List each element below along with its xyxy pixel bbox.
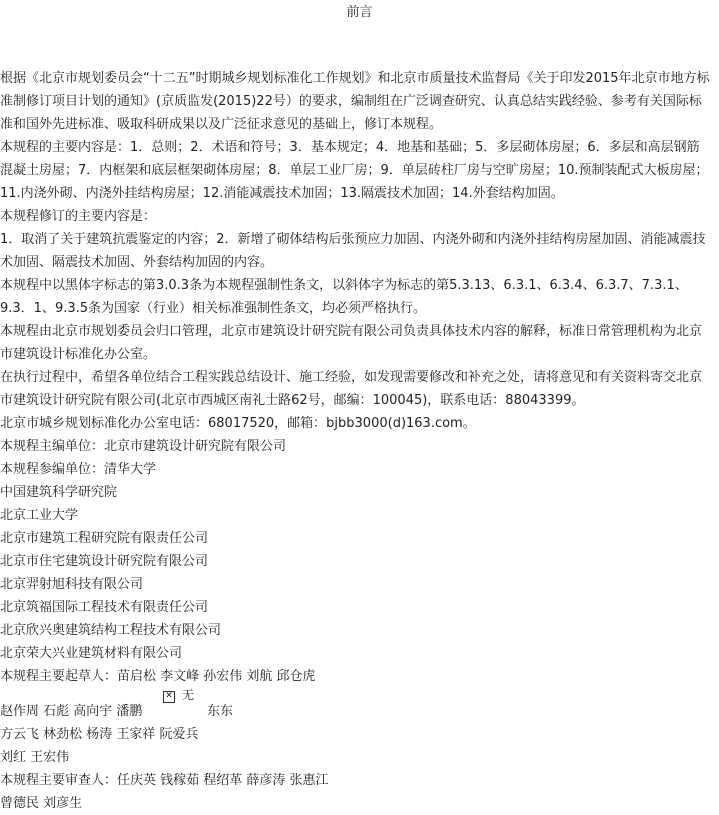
paragraph-basis: 根据《北京市规划委员会“十二五”时期城乡规划标准化工作规划》和北京市质量技术监督局《关于印发2015年北京市地方标准制修订项目计划的通知》(京质监发(2015)22号）的要求，编制组在广泛调查研究、认真总结实践经验、参考有关国际标准和国外先进标准、吸取科研成果以及广泛征求意见的基础上，修订本规程。 bbox=[0, 71, 710, 132]
paragraph-contact: 北京市城乡规划标准化办公室电话：68017520，邮箱：bjbb3000(d)163.com。 bbox=[0, 416, 476, 431]
chief-editor-unit: 本规程主编单位：北京市建筑设计研究院有限公司 bbox=[0, 439, 287, 454]
participating-unit: 中国建筑科学研究院 bbox=[0, 485, 118, 500]
participating-unit: 北京市住宅建筑设计研究院有限公司 bbox=[0, 554, 209, 569]
drafters-line: 本规程主要起草人：苗启松 李文峰 孙宏伟 刘航 邱仓虎 bbox=[0, 669, 316, 684]
participating-unit: 本规程参编单位：清华大学 bbox=[0, 462, 157, 477]
paragraph-feedback: 在执行过程中，希望各单位结合工程实践总结设计、施工经验，如发现需要修改和补充之处，请将意见和有关资料寄交北京市建筑设计研究院有限公司(北京市西城区南礼士路62号，邮编：100045)，联系电话：88043399。 bbox=[0, 370, 703, 408]
drafters-line-2 bbox=[0, 700, 142, 723]
paragraph-mandatory-clauses: 本规程中以黑体字标志的第3.0.3条为本规程强制性条文，以斜体字为标志的第5.3.13、6.3.1、6.3.4、6.3.7、7.3.1、9.3．1、9.3.5条为国家（行业）相关标准强制性条文，均必须严格执行。 bbox=[0, 278, 688, 316]
reviewers-line-2: 曾德民 刘彦生 bbox=[0, 796, 83, 811]
none-label: 无 bbox=[182, 688, 195, 702]
participating-unit: 北京荣大兴业建筑材料有限公司 bbox=[0, 646, 183, 661]
paragraph-revision-heading: 本规程修订的主要内容是： bbox=[0, 209, 157, 224]
paragraph-revision-content: 1．取消了关于建筑抗震鉴定的内容；2．新增了砌体结构后张预应力加固、内浇外砌和内浇外挂结构房屋加固、消能减震技术加固、隔震技术加固、外套结构加固的内容。 bbox=[0, 232, 706, 270]
box-x-icon: ✕ bbox=[163, 691, 175, 703]
participating-unit: 北京筑福国际工程技术有限责任公司 bbox=[0, 600, 209, 615]
page-title: 前言 bbox=[346, 5, 373, 20]
document-body bbox=[0, 67, 712, 688]
paragraph-management: 本规程由北京市规划委员会归口管理，北京市建筑设计研究院有限公司负责具体技术内容的解释，标准日常管理机构为北京市建筑设计标准化办公室。 bbox=[0, 324, 703, 362]
drafters-line-2-tail: 东东 bbox=[207, 704, 234, 719]
drafters-line-4: 刘红 王宏伟 bbox=[0, 750, 70, 765]
participating-unit: 北京市建筑工程研究院有限责任公司 bbox=[0, 531, 209, 546]
participating-unit: 北京欣兴奥建筑结构工程技术有限公司 bbox=[0, 623, 222, 638]
reviewers-line: 本规程主要审查人：任庆英 钱稼茹 程绍革 薛彦涛 张惠江 bbox=[0, 773, 329, 788]
paragraph-main-content: 本规程的主要内容是：1．总则；2．术语和符号；3．基本规定；4．地基和基础；5．多层砌体房屋；6．多层和高层钢筋混凝土房屋；7．内框架和底层框架砌体房屋；8．单层工业厂房；9．单层砖柱厂房与空旷房屋；10.预制装配式大板房屋；11.内浇外砌、内浇外挂结构房屋；12.消能减震技术加固；13.隔震技术加固；14.外套结构加固。 bbox=[0, 140, 709, 201]
drafters-line-3: 方云飞 林劲松 杨涛 王家祥 阮爱兵 bbox=[0, 727, 199, 742]
participating-unit: 北京工业大学 bbox=[0, 508, 79, 523]
drafters-names: 赵作周 石彪 高向宇 潘鹏 bbox=[0, 704, 143, 719]
participating-unit: 北京羿射旭科技有限公司 bbox=[0, 577, 144, 592]
